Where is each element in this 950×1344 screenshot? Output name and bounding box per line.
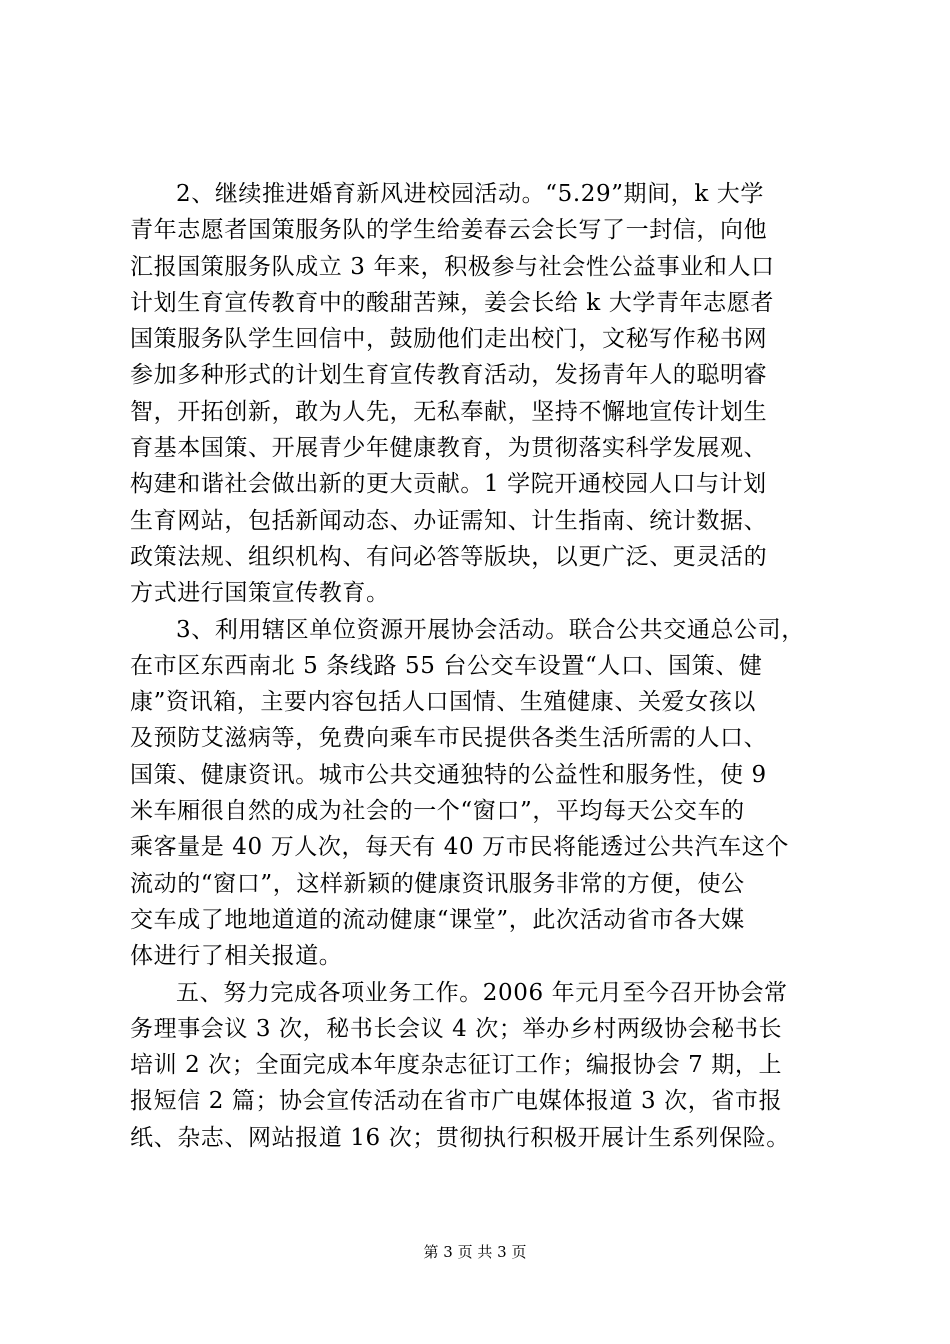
text-line: 参加多种形式的计划生育宣传教育活动，发扬青年人的聪明睿 <box>130 362 768 389</box>
text-line: 交车成了地地道道的流动健康“课堂”，此次活动省市各大媒 <box>130 906 745 933</box>
text-line: 及预防艾滋病等，免费向乘车市民提供各类生活所需的人口、 <box>130 725 768 752</box>
text-line: 康”资讯箱，主要内容包括人口国情、生殖健康、关爱女孩以 <box>130 689 756 716</box>
text-line: 政策法规、组织机构、有问必答等版块，以更广泛、更灵活的 <box>130 543 768 570</box>
text-line: 流动的“窗口”，这样新颖的健康资讯服务非常的方便，使公 <box>130 870 745 897</box>
paragraph-2 <box>130 176 830 612</box>
text-line: 青年志愿者国策服务队的学生给姜春云会长写了一封信，向他 <box>130 217 768 244</box>
text-line: 国策、健康资讯。城市公共交通独特的公益性和服务性，使 9 <box>130 761 767 788</box>
page-number-footer: 第 3 页 共 3 页 <box>423 1243 527 1261</box>
text-line: 纸、杂志、网站报道 16 次；贯彻执行积极开展计生系列保险。 <box>130 1124 790 1151</box>
text-line: 生育网站，包括新闻动态、办证需知、计生指南、统计数据、 <box>130 507 768 534</box>
text-line: 育基本国策、开展青少年健康教育，为贯彻落实科学发展观、 <box>130 435 768 462</box>
text-line: 体进行了相关报道。 <box>130 943 343 970</box>
paragraph-5 <box>130 975 830 1156</box>
text-line: 在市区东西南北 5 条线路 55 台公交车设置“人口、国策、健 <box>130 652 763 679</box>
paragraph-3 <box>130 612 830 975</box>
text-line: 计划生育宣传教育中的酸甜苦辣，姜会长给 k 大学青年志愿者 <box>130 289 774 316</box>
text-line: 国策服务队学生回信中，鼓励他们走出校门，文秘写作秘书网 <box>130 326 768 353</box>
text-line: 3、利用辖区单位资源开展协会活动。联合公共交通总公司， <box>176 616 805 643</box>
text-line: 报短信 2 篇；协会宣传活动在省市广电媒体报道 3 次，省市报 <box>130 1088 783 1115</box>
document-body <box>130 176 830 1156</box>
text-line: 构建和谐社会做出新的更大贡献。1 学院开通校园人口与计划 <box>130 471 767 498</box>
text-line: 汇报国策服务队成立 3 年来，积极参与社会性公益事业和人口 <box>130 253 775 280</box>
text-line: 培训 2 次；全面完成本年度杂志征订工作；编报协会 7 期，上 <box>130 1052 783 1079</box>
text-line: 务理事会议 3 次，秘书长会议 4 次；举办乡村两级协会秘书长 <box>130 1015 783 1042</box>
text-line: 米车厢很自然的成为社会的一个“窗口”，平均每天公交车的 <box>130 798 745 825</box>
text-line: 乘客量是 40 万人次，每天有 40 万市民将能透过公共汽车这个 <box>130 834 789 861</box>
text-line: 2、继续推进婚育新风进校园活动。“5.29”期间，k 大学 <box>176 181 765 207</box>
text-line: 智，开拓创新，敢为人先，无私奉献，坚持不懈地宣传计划生 <box>130 398 768 425</box>
text-line: 方式进行国策宣传教育。 <box>130 580 390 607</box>
text-line: 五、努力完成各项业务工作。2006 年元月至今召开协会常 <box>176 979 788 1006</box>
